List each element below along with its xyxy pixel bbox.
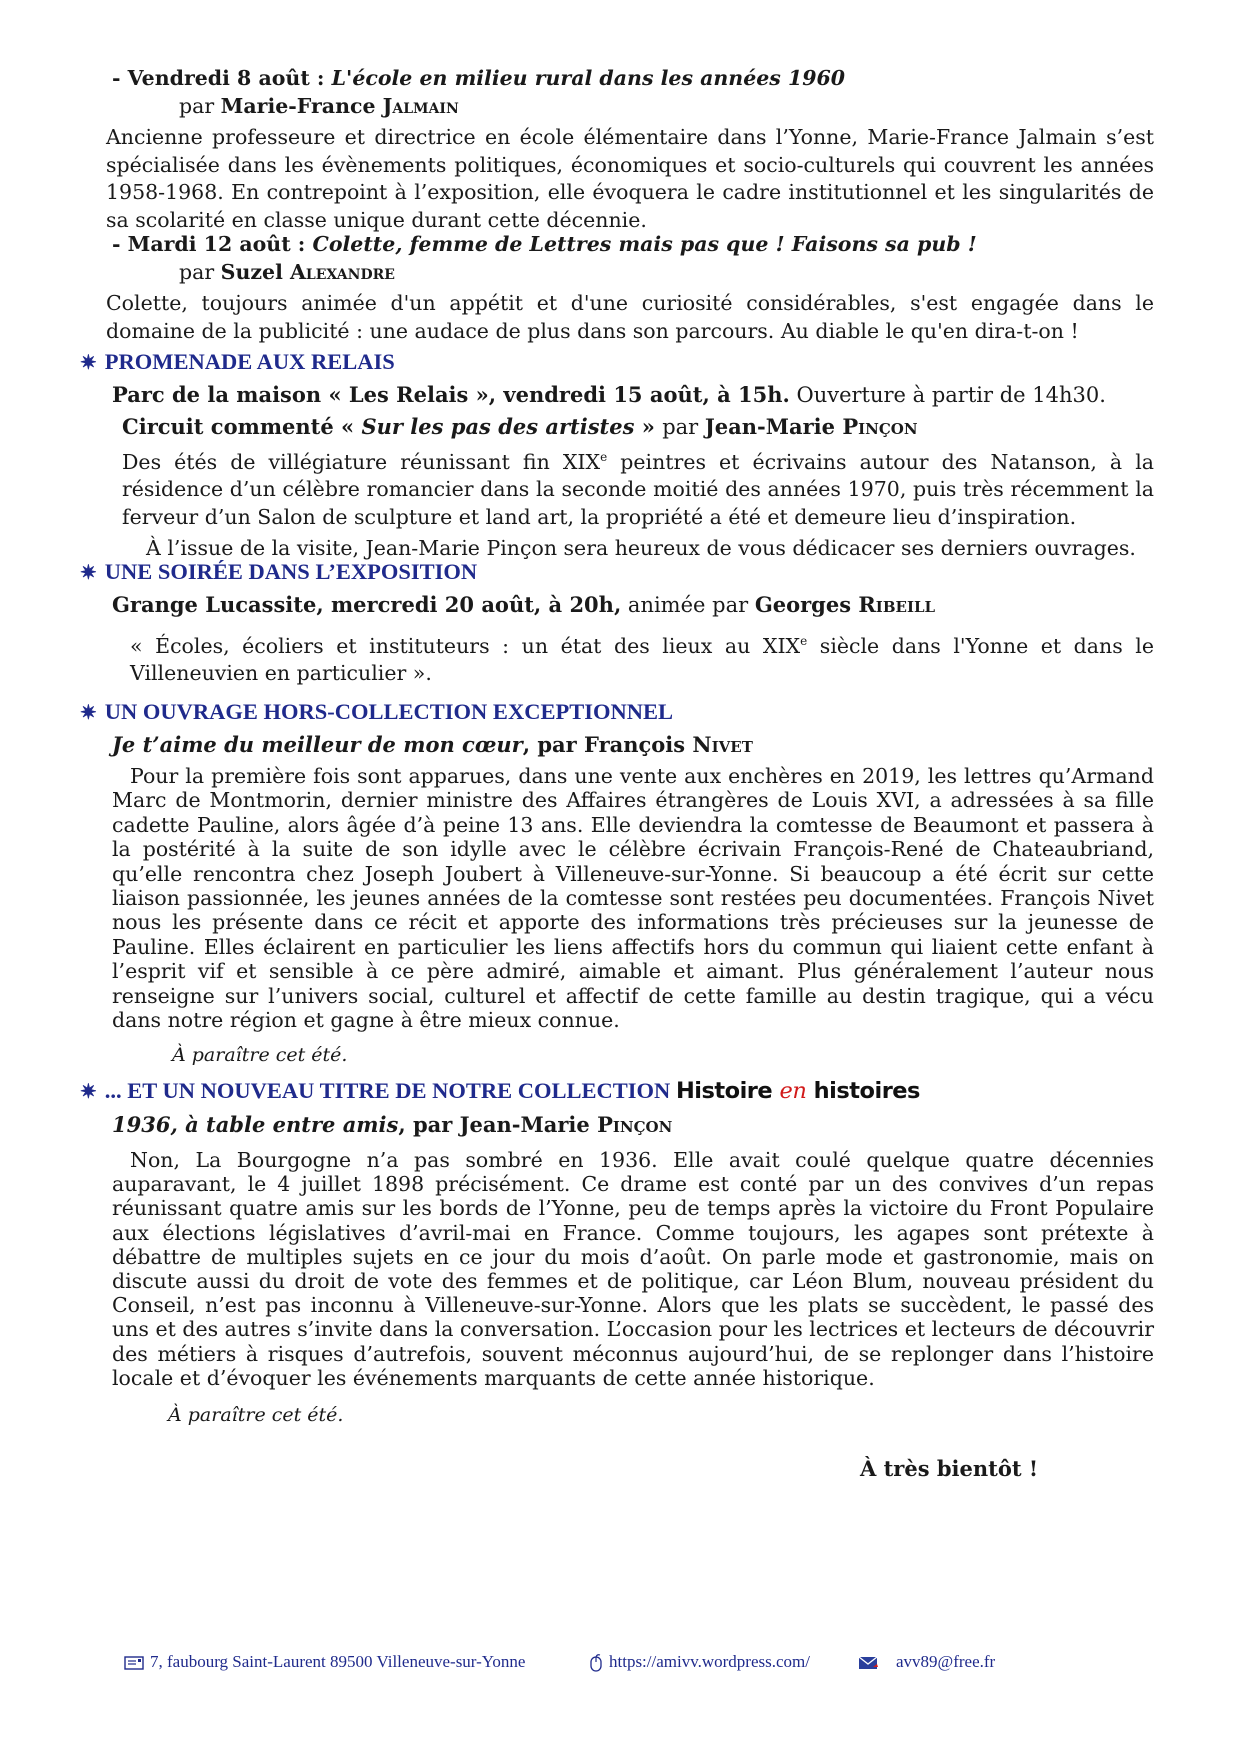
talk-2-text: Colette, toujours animée d'un appétit et d'une curiosité considérables, s'est engagée dans le domaine de la publicité : une audace de plus dans son parcours. Au diable le qu'en dira-t-on ! [106, 291, 1154, 343]
speaker-first-name: Georges [754, 592, 859, 617]
speaker-first-name: Suzel [220, 260, 290, 284]
collection-name [676, 1078, 920, 1104]
star-burst-icon: ✷ [80, 562, 97, 584]
text-part: siècle dans l'Yonne et dans le Villeneuvien en particulier ». [130, 633, 1154, 686]
speaker-first-name: Jean-Marie [704, 414, 843, 439]
talk-2 [106, 230, 1154, 345]
superscript: e [600, 450, 608, 464]
footer-website[interactable] [589, 1652, 810, 1672]
collection-text: Non, La Bourgogne n’a pas sombré en 1936. Elle avait coulé quelque quatre décennies auparavant, le 4 juillet 1898 précisément. Ce drame est conté par un des convives d’un repas réunissant quatre amis sur les bords de l’Yonne, peu de temps après la victoire du Front Populaire aux élections législatives d’avril-mai en France. Comme toujours, les agapes sont prétexte à débattre de multiples sujets en ce jour du mois d’août. On parle mode et gastronomie, mais on discute aussi du droit de vote des femmes et de politique, car Léon Blum, nouveau président du Conseil, n’est pas inconnu à Villeneuve-sur-Yonne. Alors que les plats se succèdent, le passé des uns et des autres s’invite dans la conversation. L’occasion pour les lectrices et lecteurs de découvrir des métiers à risques d’autrefois, souvent méconnus aujourd’hui, de se replonger dans l’histoire locale et d’évoquer les événements marquants de cette année historique. [112, 1148, 1154, 1390]
collection-name-part: histoires [806, 1078, 920, 1104]
star-burst-icon: ✷ [80, 702, 97, 724]
ouvrage-note: À paraître cet été. [172, 1044, 348, 1067]
talk-2-byline [112, 258, 1154, 286]
byline-prefix: , par François [522, 732, 693, 757]
soiree-heading [80, 556, 1180, 589]
talk-1-byline [112, 92, 1154, 120]
collection-name-part: Histoire [675, 1078, 780, 1104]
mail-letter-icon [124, 1655, 144, 1671]
promenade-heading [80, 346, 1180, 379]
talk-2-heading [112, 230, 1154, 258]
section-title: UNE SOIRÉE DANS L’EXPOSITION [104, 559, 478, 584]
text-part: « Écoles, écoliers et instituteurs : un état des lieux au XIX [130, 633, 801, 658]
collection-note: À paraître cet été. [168, 1404, 344, 1427]
animated-by: animée par [621, 593, 755, 617]
ouvrage-title-line [112, 730, 1154, 760]
speaker-last-name: Alexandre [290, 260, 395, 284]
place-text: Parc de la maison « Les Relais », vendredi 15 août, à 15h. [112, 382, 790, 407]
speaker-last-name: Ribeill [858, 592, 936, 617]
byline-prefix: par [179, 94, 221, 118]
star-burst-icon: ✷ [80, 352, 97, 374]
footer-email[interactable] [858, 1652, 995, 1672]
website-link[interactable]: https://amivv.wordpress.com/ [609, 1652, 810, 1671]
speaker-last-name: Pinçon [842, 414, 918, 439]
footer-address [124, 1652, 525, 1672]
soiree-place [112, 590, 1154, 620]
book-title: Je t’aime du meilleur de mon cœur [112, 732, 523, 757]
talk-1 [106, 64, 1154, 234]
speaker-first-name: Marie-France [220, 94, 383, 118]
promenade-dedication: À l’issue de la visite, Jean-Marie Pinçon sera heureux de vous dédicacer ses derniers ouvrages. [146, 536, 1136, 561]
star-burst-icon: ✷ [80, 1081, 97, 1103]
talk-2-date: - Mardi 12 août : [112, 232, 313, 256]
collection-block [112, 1110, 1154, 1428]
talk-1-title: L'école en milieu rural dans les années 1960 [331, 66, 846, 90]
text-part: peintres et écrivains autour des Natanson, à la résidence d’un célèbre romancier dans la seconde moitié des années 1970, puis très récemment la ferveur d’un Salon de sculpture et land art, la propriété a été et demeure lieu d’inspiration. [122, 449, 1154, 529]
talk-1-heading [112, 64, 1154, 92]
byline-prefix: , par Jean-Marie [398, 1112, 598, 1137]
envelope-icon [858, 1655, 880, 1671]
collection-heading [80, 1075, 1180, 1108]
speaker-last-name: Jalmain [382, 94, 459, 118]
section-title: ... ET UN NOUVEAU TITRE DE NOTRE COLLECTION [104, 1078, 676, 1103]
mouse-icon [589, 1654, 603, 1672]
author-last-name: Nivet [692, 732, 753, 757]
place-text: Grange Lucassite, mercredi 20 août, à 20h, [112, 592, 622, 617]
ouvrage-heading [80, 696, 1180, 729]
footer [124, 1652, 1144, 1680]
circuit-title: Sur les pas des artistes [361, 414, 635, 439]
byline-prefix: par [179, 260, 221, 284]
promenade-text [122, 444, 1154, 531]
section-title: UN OUVRAGE HORS-COLLECTION EXCEPTIONNEL [104, 699, 673, 724]
promenade-place [112, 380, 1154, 410]
promenade-block [112, 380, 1154, 563]
soiree-block [112, 590, 1154, 688]
talk-1-date: - Vendredi 8 août : [112, 66, 332, 90]
talk-1-text: Ancienne professeure et directrice en école élémentaire dans l’Yonne, Marie-France Jalmain s’est spécialisée dans les évènements politiques, économiques et socio-culturels qui couvrent les années 1958-1968. En contrepoint à l’exposition, elle évoquera le cadre institutionnel et les singularités de sa scolarité en classe unique durant cette décennie. [106, 125, 1154, 232]
circuit-close: » [634, 414, 663, 439]
closing-line: À très bientôt ! [860, 1456, 1039, 1481]
talk-2-title: Colette, femme de Lettres mais pas que ! Faisons sa pub ! [312, 232, 977, 256]
book-title: 1936, à table entre amis [112, 1112, 399, 1137]
promenade-circuit [112, 412, 1154, 442]
collection-name-en: en [779, 1078, 807, 1104]
soiree-text [130, 628, 1154, 688]
text-part: Des étés de villégiature réunissant fin XIX [122, 449, 601, 474]
byline-prefix: par [662, 415, 705, 439]
section-title: PROMENADE AUX RELAIS [104, 349, 395, 374]
opening-text: Ouverture à partir de 14h30. [789, 383, 1106, 407]
circuit-label: Circuit commenté « [122, 414, 362, 439]
ouvrage-block [112, 730, 1154, 1068]
collection-title-line [112, 1110, 1154, 1140]
address-text: 7, faubourg Saint-Laurent 89500 Villeneuve-sur-Yonne [150, 1652, 526, 1671]
ouvrage-text: Pour la première fois sont apparues, dans une vente aux enchères en 2019, les lettres qu’Armand Marc de Montmorin, dernier ministre des Affaires étrangères de Louis XVI, a adressées à sa fille cadette Pauline, alors âgée d’à peine 13 ans. Elle deviendra la comtesse de Beaumont et passera à la postérité à la suite de son idylle avec le célèbre écrivain François-René de Chateaubriand, qu’elle rencontra chez Joseph Joubert à Villeneuve-sur-Yonne. Si beaucoup a été écrit sur cette liaison passionnée, les jeunes années de la comtesse sont restées peu documentées. François Nivet nous les présente dans ce récit et apporte des informations très précieuses sur la jeunesse de Pauline. Elles éclairent en particulier les liens affectifs hors du commun qui liaient cette enfant à l’esprit vif et sensible à ce père admiré, aimable et aimant. Plus généralement l’auteur nous renseigne sur l’univers social, culturel et affectif de cette famille au destin tragique, qui a vécu dans notre région et gagne à être mieux connue. [112, 764, 1154, 1033]
author-last-name: Pinçon [597, 1112, 673, 1137]
email-link[interactable]: avv89@free.fr [896, 1652, 996, 1671]
superscript: e [800, 634, 808, 648]
